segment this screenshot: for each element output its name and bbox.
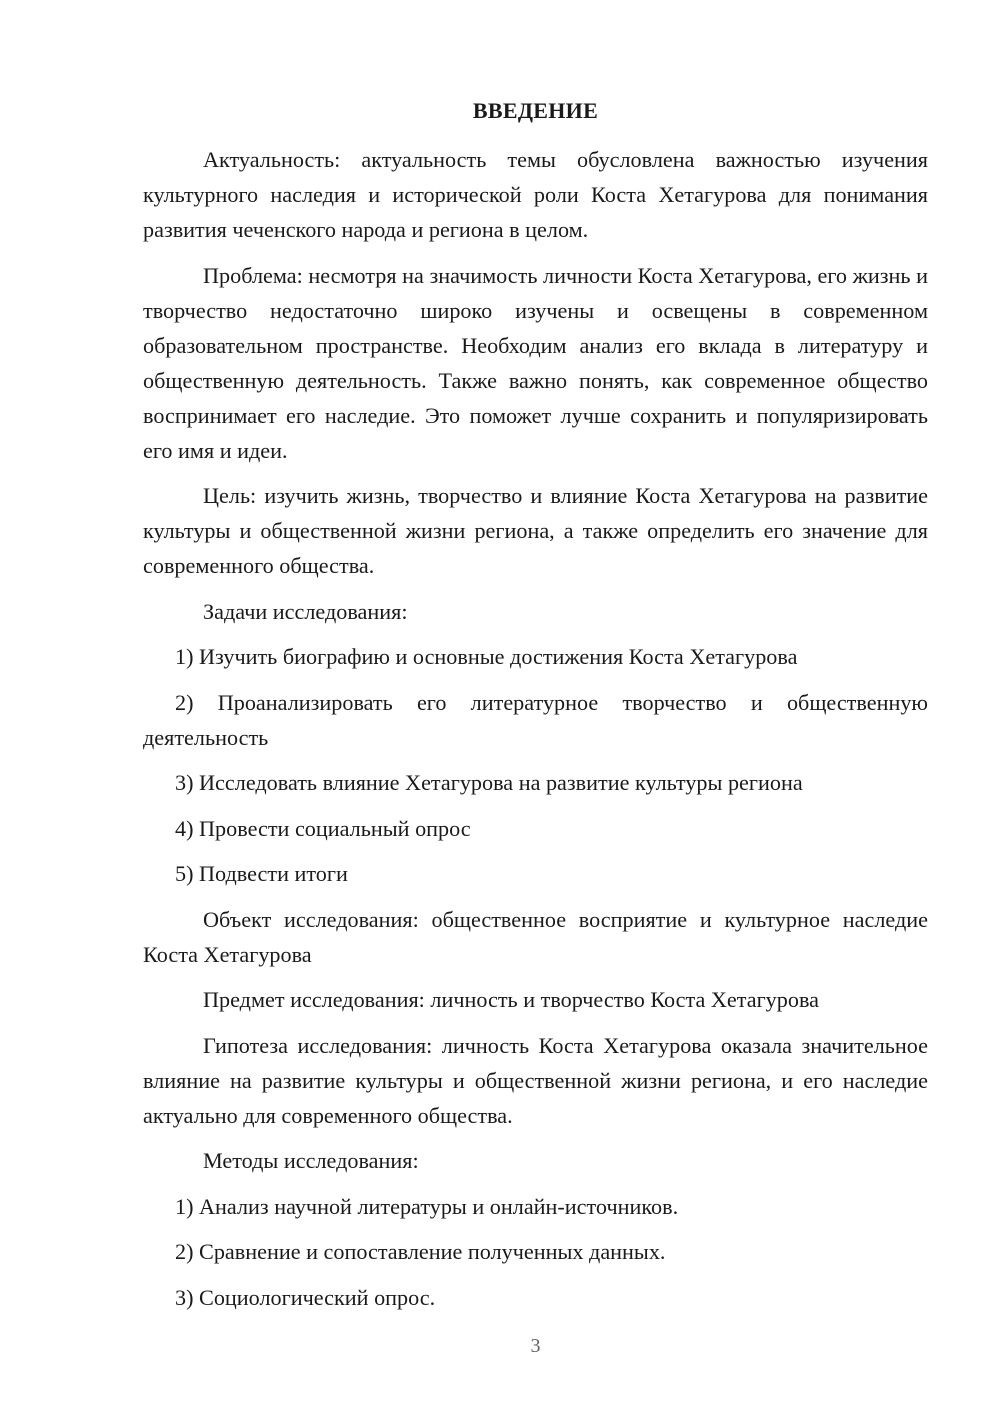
method-item-3: 3) Социологический опрос. xyxy=(175,1284,436,1310)
tasks-heading: Задачи исследования: xyxy=(203,598,408,624)
paragraph-relevance: Актуальность: актуальность темы обусловлена важностью изучения культурного наследия и исторической роли Коста Хетагурова для понимания развития чеченского народа и региона в целом. xyxy=(143,147,928,242)
document-page xyxy=(143,0,928,1414)
paragraph-hypothesis: Гипотеза исследования: личность Коста Хетагурова оказала значительное влияние на развитие культуры и общественной жизни региона, и его наследие актуально для современного общества. xyxy=(143,1032,928,1128)
paragraph-object: Объект исследования: общественное восприятие и культурное наследие Коста Хетагурова xyxy=(143,906,928,967)
task-item-4: 4) Провести социальный опрос xyxy=(175,815,471,841)
page-number: 3 xyxy=(530,1335,541,1357)
section-title: ВВЕДЕНИЕ xyxy=(472,98,599,123)
task-item-2: 2) Проанализировать его литературное творчество и общественную деятельность xyxy=(143,689,928,750)
method-item-2: 2) Сравнение и сопоставление полученных данных. xyxy=(175,1239,666,1264)
document-body xyxy=(143,142,928,1325)
task-item-1: 1) Изучить биографию и основные достижения Коста Хетагурова xyxy=(175,644,798,669)
methods-heading: Методы исследования: xyxy=(203,1148,419,1173)
task-item-3: 3) Исследовать влияние Хетагурова на развитие культуры региона xyxy=(175,770,803,795)
task-item-5: 5) Подвести итоги xyxy=(175,861,348,886)
method-item-1: 1) Анализ научной литературы и онлайн-источников. xyxy=(175,1193,679,1219)
paragraph-goal: Цель: изучить жизнь, творчество и влияние Коста Хетагурова на развитие культуры и общественной жизни региона, а также определить его значение для современного общества. xyxy=(143,483,928,578)
paragraph-subject: Предмет исследования: личность и творчество Коста Хетагурова xyxy=(203,987,819,1012)
paragraph-problem: Проблема: несмотря на значимость личности Коста Хетагурова, его жизнь и творчество недостаточно широко изучены и освещены в современном образовательном пространстве. Необходим анализ его вклада в литературу и общественную деятельность. Также важно понять, как современное общество воспринимает его наследие. Это поможет лучше сохранить и популяризировать его имя и идеи. xyxy=(143,262,928,463)
